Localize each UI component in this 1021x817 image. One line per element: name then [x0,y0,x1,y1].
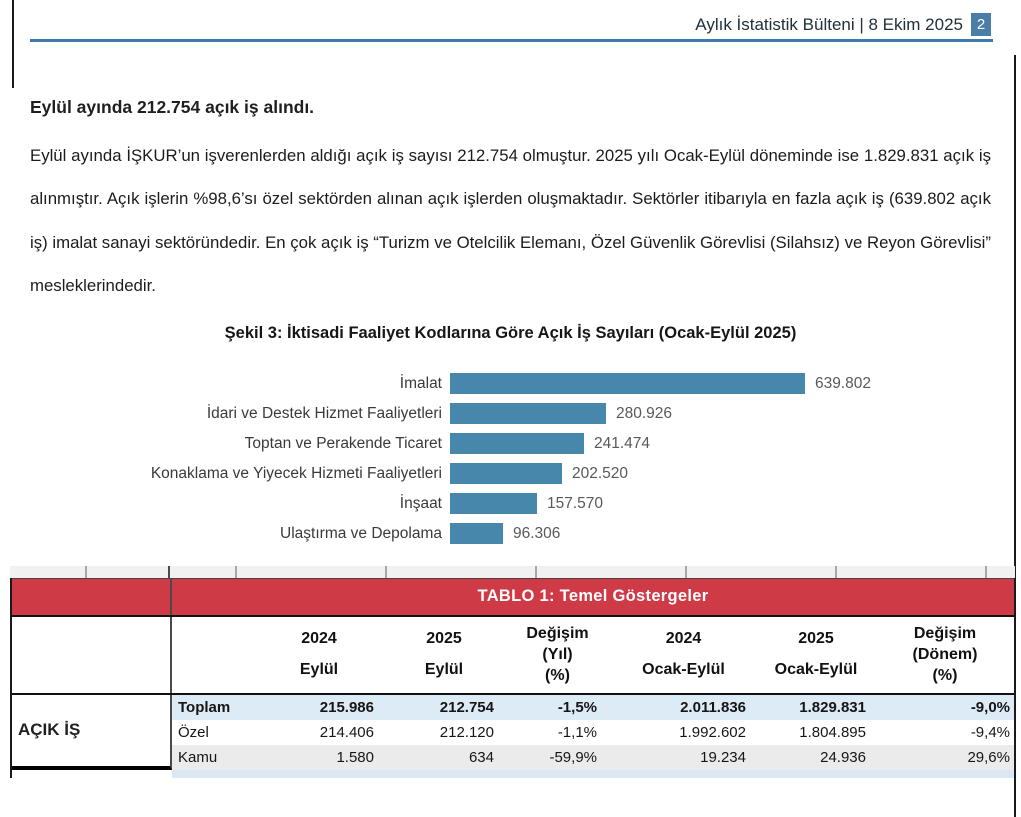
table-column-header-line: (Dönem) [912,645,978,663]
bar [450,403,606,424]
bar-value-label: 96.306 [513,524,561,542]
page-number-badge: 2 [971,13,991,36]
article-heading: Eylül ayında 212.754 açık iş alındı. [30,96,315,117]
bar-value-label: 639.802 [815,374,872,392]
axis-tick [385,566,387,578]
table-column-header-line: 2025 [798,630,834,647]
page-right-border-line [1014,55,1016,817]
cell-value: 1.580 [336,748,374,766]
page-left-border-line [12,0,14,88]
bar-area [450,463,1021,484]
table-row [172,720,1014,745]
axis-tick [985,566,987,578]
table-column-header-line: Ocak-Eylül [642,661,725,678]
table-title-row [12,578,1014,617]
table-column-header [876,617,1014,693]
cell-value: 212.754 [439,698,494,716]
table-header-row [12,617,1014,695]
chart-category-label: İmalat [399,374,442,392]
chart-row [0,459,1021,489]
bar-area [450,403,1021,424]
bar-area [450,493,1021,514]
table-column-header-line: (%) [932,666,958,684]
table-title-corner-cell [12,579,172,615]
bar [450,523,503,544]
table-column-header [254,617,384,693]
bar [450,463,562,484]
table-column-header-line: 2025 [426,630,462,647]
chart-row [0,489,1021,519]
chart-category-label: Toptan ve Perakende Ticaret [244,434,442,452]
table-column-header-line: (Yıl) [542,645,573,663]
cell-value: -9,0% [970,698,1010,716]
open-jobs-bar-chart [0,324,1021,578]
row-label: Toplam [178,698,231,716]
table-column-header-line: 2024 [665,630,702,647]
cell-value: 215.986 [319,698,374,716]
table-head-empty-cell [12,617,172,693]
table-column-header [504,617,611,693]
bar-value-label: 280.926 [616,404,673,422]
cell-value: 214.406 [319,723,374,741]
row-group-label: AÇIK İŞ [12,695,172,770]
table-title: TABLO 1: Temel Göstergeler [172,579,1014,615]
table-column-header-line: Ocak-Eylül [774,661,858,678]
cell-value: -1,1% [557,723,597,741]
chart-row [0,369,1021,399]
cell-value: 1.804.895 [799,723,866,741]
cell-value: -1,5% [557,698,597,716]
document-header [30,0,991,36]
table-body [12,695,1014,778]
axis-tick [835,566,837,578]
cell-value: 1.992.602 [679,723,746,741]
chart-row [0,519,1021,549]
table-row [172,745,1014,770]
article-body: Eylül ayında İŞKUR’un işverenlerden aldığı açık iş sayısı 212.754 olmuştur. 2025 yılı Ocak-Eylül döneminde ise 1.829.831 açık iş alınmıştır. Açık işlerin %98,6’sı özel sektörden alınan açık işlerden oluşmaktadır. Sektörler itibarıyla en fazla açık iş (639.802 açık iş) imalat sanayi sektöründedir. En çok açık iş “Turizm ve Otelcilik Elemanı, Özel Güvenlik Görevlisi (Silahsız) ve Reyon Görevlisi” mesleklerindedir. [30,145,991,295]
cell-value: -59,9% [549,748,597,766]
table-row [172,695,1014,720]
table-column-header-line: 2024 [301,630,337,647]
bar-value-label: 241.474 [594,434,651,452]
table-column-header [611,617,756,693]
bar [450,373,805,394]
chart-category-label: Konaklama ve Yiyecek Hizmeti Faaliyetleri [150,464,442,482]
row-label: Kamu [178,748,218,766]
cell-value: 19.234 [700,748,746,766]
bar-value-label: 157.570 [547,494,604,512]
table-column-header [756,617,876,693]
cell-value: 29,6% [967,748,1010,766]
row-label: Özel [178,723,209,741]
cell-value: 2.011.836 [680,698,746,716]
chart-axis-strip [10,566,1015,578]
table-column-header [384,617,504,693]
axis-tick [235,566,237,578]
header-title: Aylık İstatistik Bülteni | 8 Ekim 2025 [695,14,963,34]
table-column-header-line: Değişim [913,624,977,642]
chart-category-label: İdari ve Destek Hizmet Faaliyetleri [206,404,442,422]
chart-row [0,399,1021,429]
cell-value: 1.829.831 [799,698,866,716]
chart-plot-area [0,369,1021,549]
axis-tick [535,566,537,578]
cell-value: 634 [468,748,494,766]
chart-category-label: İnşaat [399,494,442,512]
table-column-header-line: Değişim [526,624,589,642]
header-rule [30,39,993,42]
axis-tick [85,566,87,578]
bar-area [450,523,1021,544]
tablo-1-temel-gostergeler [10,578,1015,778]
table-head-spacer-cell [172,617,254,693]
chart-category-label: Ulaştırma ve Depolama [280,524,442,542]
bar [450,433,584,454]
table-column-header-line: (%) [545,666,570,684]
axis-tick [168,566,170,578]
cell-value: 24.936 [820,748,866,766]
chart-title: Şekil 3: İktisadi Faaliyet Kodlarına Göre Açık İş Sayıları (Ocak-Eylül 2025) [224,323,797,342]
bar-area [450,433,1021,454]
axis-tick [685,566,687,578]
cell-value: 212.120 [439,723,494,741]
table-column-header-line: Eylül [299,661,339,678]
bar-value-label: 202.520 [572,464,629,482]
bar [450,493,537,514]
table-next-row-sliver [172,770,1014,778]
bar-area [450,373,1021,394]
chart-row [0,429,1021,459]
table-column-header-line: Eylül [424,661,464,678]
cell-value: -9,4% [970,723,1010,741]
